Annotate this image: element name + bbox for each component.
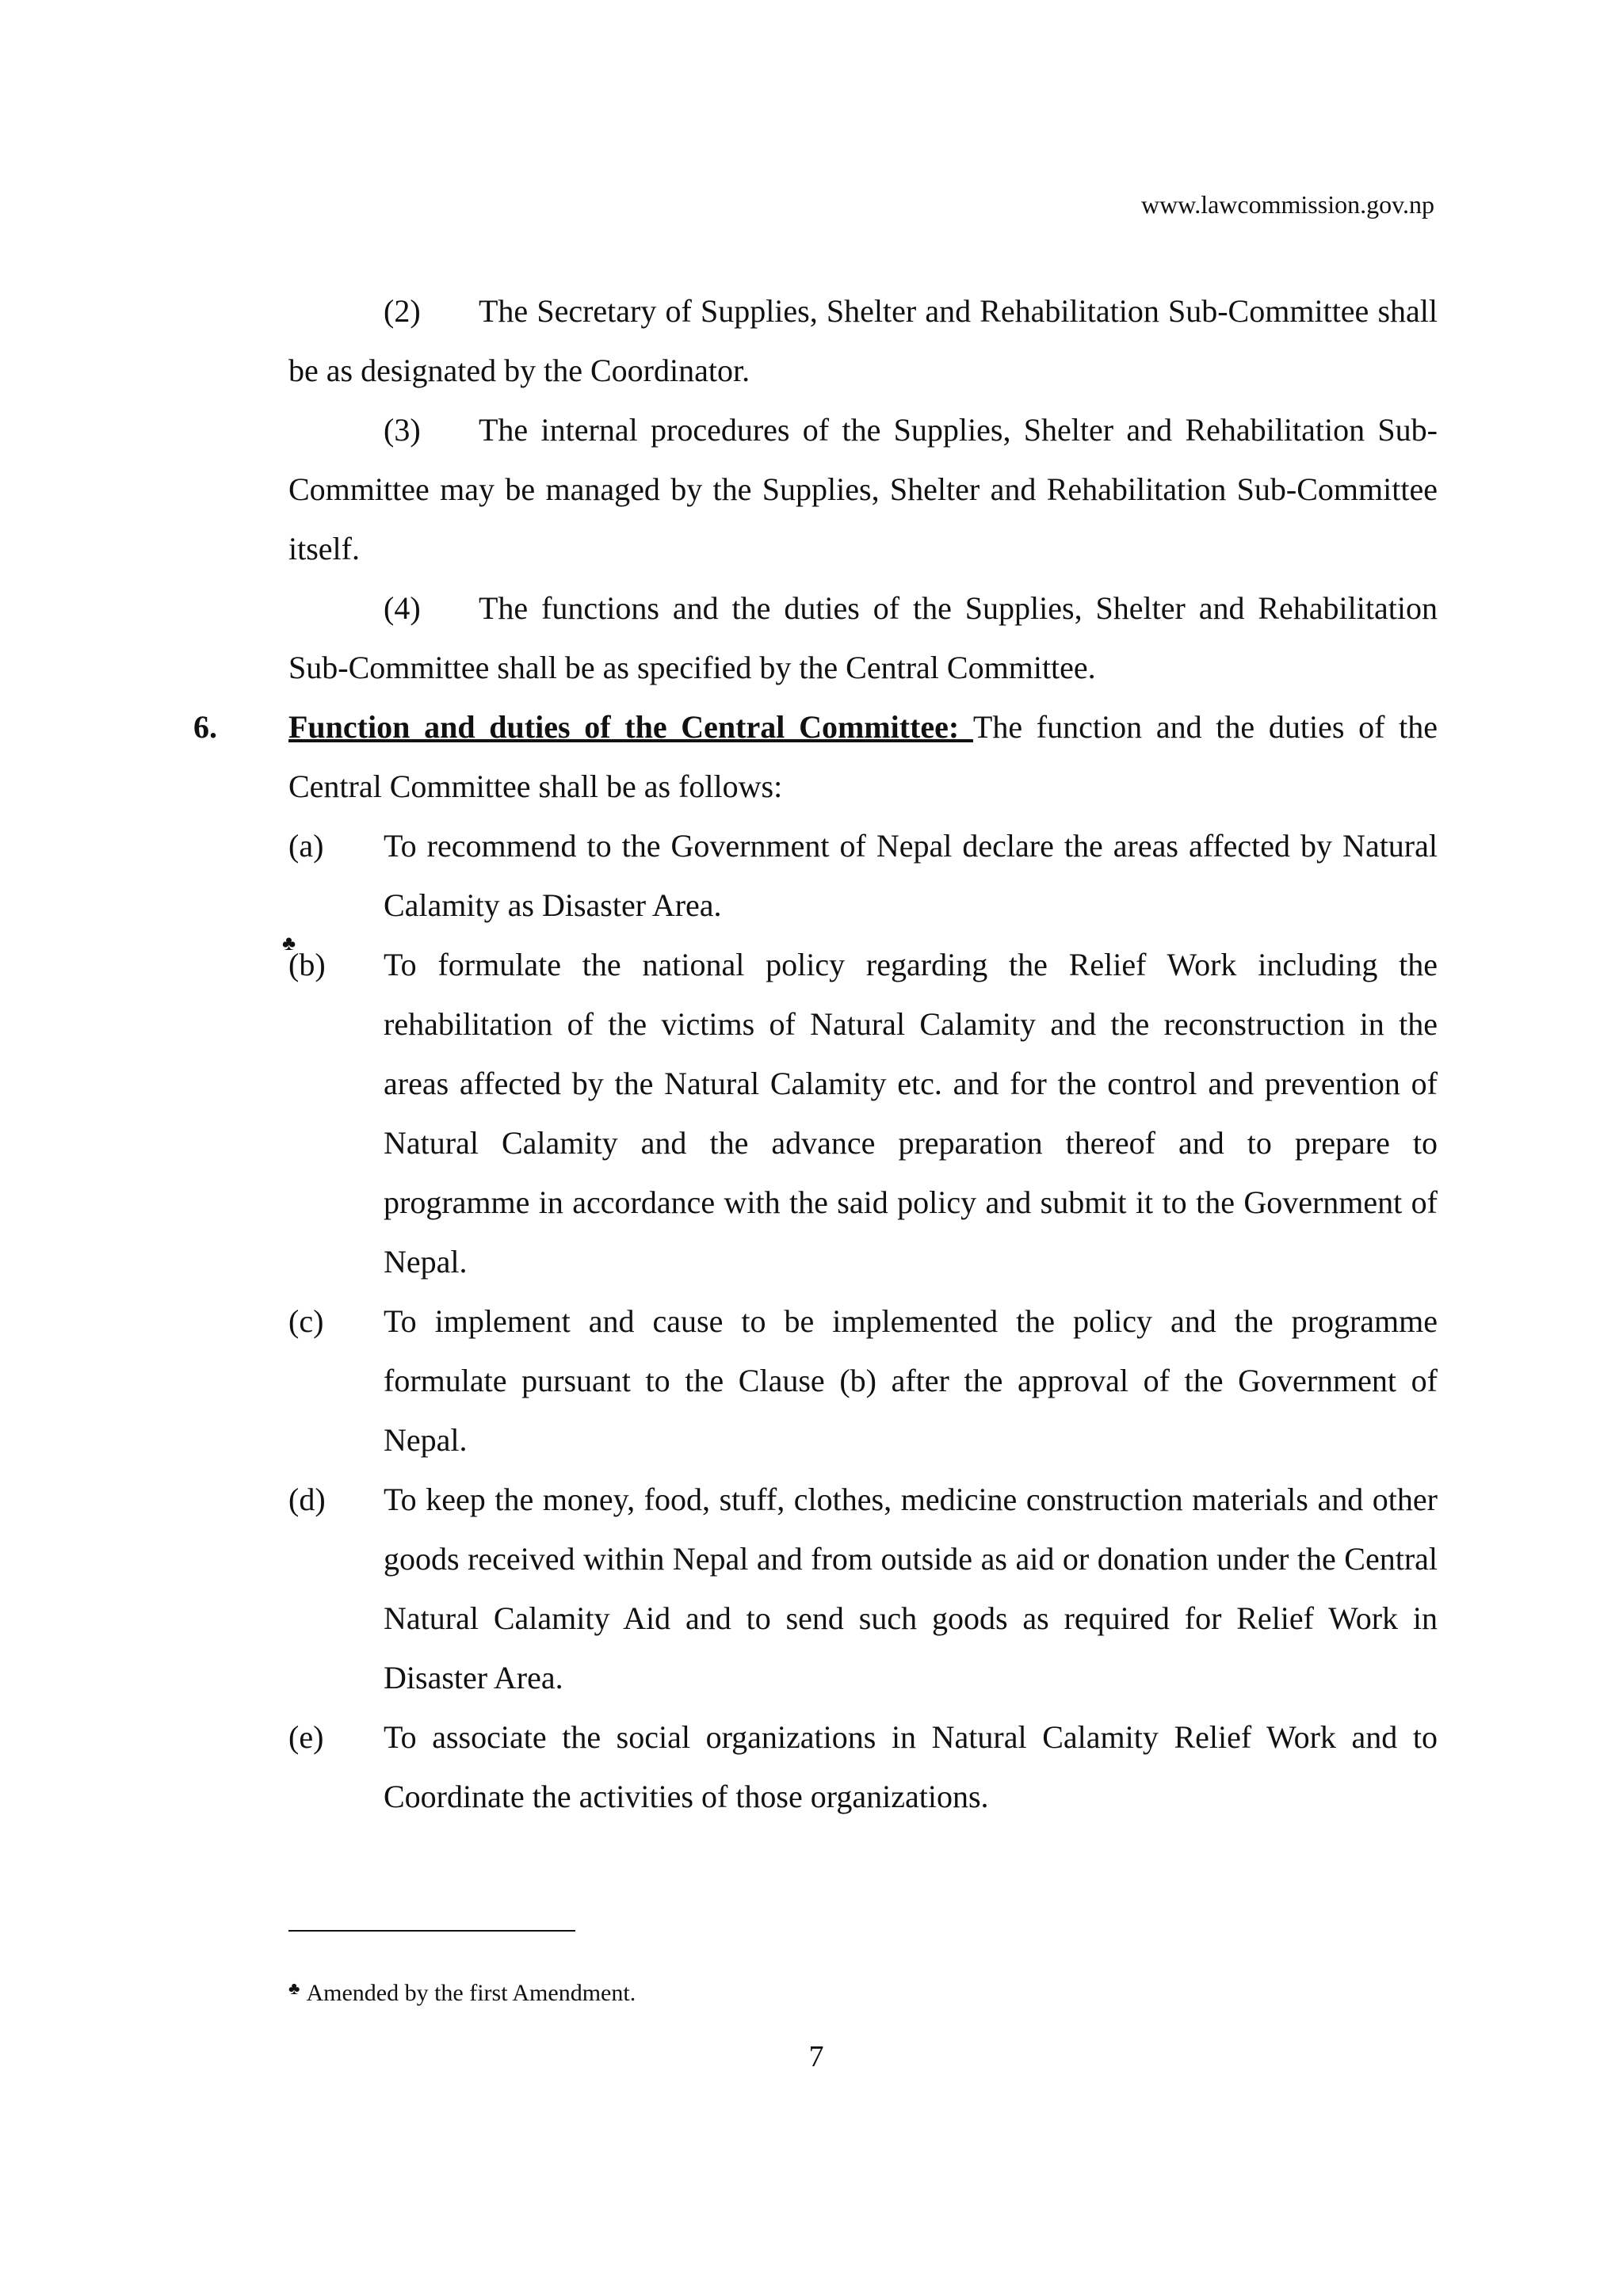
clause-text: To keep the money, food, stuff, clothes, medicine construction materials and other goods received within Nepal and from outside as aid or donation under the Central Natural Calamity Aid and to send such goods as required for Relief Work in Disaster Area. xyxy=(384,1482,1438,1695)
footnote-text: Amended by the first Amendment. xyxy=(306,1980,636,2006)
subsection-4 xyxy=(288,578,1438,697)
page-number: 7 xyxy=(808,2040,824,2073)
clause-e xyxy=(288,1707,1438,1826)
document-body xyxy=(193,281,1438,1826)
section-6 xyxy=(193,697,1438,816)
clause-d xyxy=(288,1470,1438,1707)
footnote xyxy=(288,1974,636,2008)
header-url: www.lawcommission.gov.np xyxy=(1140,190,1434,219)
amendment-marker-icon: ♣ xyxy=(288,1978,300,1998)
amendment-marker-icon: ♣ xyxy=(282,932,296,955)
clause-text: To formulate the national policy regarding the Relief Work including the rehabilitation of the victims of Natural Calamity and the reconstruction in the areas affected by the Natural Calamity etc. and for the control and prevention of Natural Calamity and the advance preparation thereof and to prepare to programme in accordance with the said policy and submit it to the Government of Nepal. xyxy=(384,947,1438,1280)
clause-a xyxy=(288,816,1438,935)
subsection-3 xyxy=(288,400,1438,578)
clause-text: To implement and cause to be implemented the policy and the programme formulate pursuant to the Clause (b) after the approval of the Government of Nepal. xyxy=(384,1303,1438,1458)
subsection-text: The functions and the duties of the Supplies, Shelter and Rehabilitation Sub-Committee shall be as specified by the Central Committee. xyxy=(288,590,1438,685)
clause-label: (e) xyxy=(288,1719,324,1755)
clause-label: (c) xyxy=(288,1303,324,1339)
section-number: 6. xyxy=(193,709,217,745)
clause-label: (b) xyxy=(288,947,326,982)
subsection-label: (2) xyxy=(384,293,421,329)
subsection-text: The internal procedures of the Supplies, Shelter and Rehabilitation Sub-Committee may be managed by the Supplies, Shelter and Rehabilitation Sub-Committee itself. xyxy=(288,412,1438,566)
subsection-2 xyxy=(288,281,1438,400)
clause-label: (a) xyxy=(288,828,324,864)
clause-text: To recommend to the Government of Nepal declare the areas affected by Natural Calamity as Disaster Area. xyxy=(384,828,1438,923)
clause-label: (d) xyxy=(288,1482,326,1517)
subsection-label: (3) xyxy=(384,412,421,448)
section-title: Function and duties of the Central Committee: xyxy=(288,709,973,745)
section-intro: The function and the duties of the Central Committee shall be as follows: xyxy=(288,709,1438,804)
clause-text: To associate the social organizations in Natural Calamity Relief Work and to Coordinate the activities of those organizations. xyxy=(384,1719,1438,1814)
footnote-divider xyxy=(288,1930,575,1932)
clause-b xyxy=(282,932,1438,1291)
clause-c xyxy=(288,1291,1438,1470)
subsection-text: The Secretary of Supplies, Shelter and Rehabilitation Sub-Committee shall be as designated by the Coordinator. xyxy=(288,293,1438,388)
subsection-label: (4) xyxy=(384,590,421,626)
